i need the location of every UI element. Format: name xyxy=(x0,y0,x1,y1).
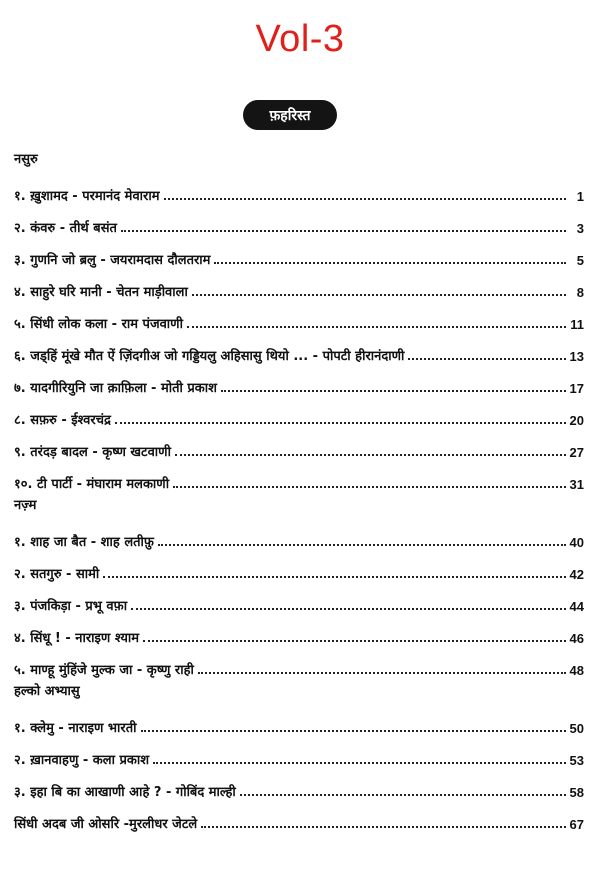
entry-page-number: 58 xyxy=(569,785,584,800)
dot-leader xyxy=(214,262,566,264)
toc-entry[interactable] xyxy=(14,268,584,300)
entry-title: ३. इहा बि का आखाणी आहे ? - गोबिंद माल्ही xyxy=(14,785,236,800)
section-heading: नसुरु xyxy=(14,152,38,167)
entry-title: सिंधी अदब जी ओसरि -मुरलीधर जेटले xyxy=(14,817,198,832)
dot-leader xyxy=(198,672,566,674)
entry-page-number: 67 xyxy=(569,817,584,832)
toc-entry[interactable] xyxy=(14,614,584,646)
toc-entry[interactable] xyxy=(14,428,584,460)
dot-leader xyxy=(121,230,566,232)
dot-leader xyxy=(141,730,566,732)
entry-title: ३. गुणनि जो ब्रलु - जयरामदास दौलतराम xyxy=(14,253,211,268)
entry-page-number: 5 xyxy=(576,253,584,268)
entry-page-number: 20 xyxy=(569,413,584,428)
entry-title: ७. यादगीरियुनि जा क़ाफ़िला - मोती प्रकाश xyxy=(14,381,217,396)
toc-entry[interactable] xyxy=(14,646,584,678)
section-heading: नज़्म xyxy=(14,498,37,513)
toc-entry[interactable] xyxy=(14,768,584,800)
dot-leader xyxy=(115,422,566,424)
dot-leader xyxy=(131,608,565,610)
toc-entry[interactable] xyxy=(14,582,584,614)
contents-heading-badge: फ़हरिस्त xyxy=(243,100,337,130)
toc-entry[interactable] xyxy=(14,736,584,768)
volume-title: Vol-3 xyxy=(255,18,345,60)
entry-page-number: 44 xyxy=(569,599,584,614)
entry-page-number: 50 xyxy=(569,721,584,736)
entry-title: ३. पंजकिड़ा - प्रभू वफ़ा xyxy=(14,599,128,614)
entry-title: ४. सिंधू ! - नाराइण श्याम xyxy=(14,631,140,646)
dot-leader xyxy=(164,198,566,200)
entry-page-number: 27 xyxy=(569,445,584,460)
entry-page-number: 1 xyxy=(576,189,584,204)
table-of-contents xyxy=(14,148,584,834)
entry-title: १. शाह जा बैत - शाह लतीफ़ु xyxy=(14,535,154,550)
toc-entry[interactable] xyxy=(14,704,584,736)
entry-page-number: 46 xyxy=(569,631,584,646)
entry-page-number: 40 xyxy=(569,535,584,550)
dot-leader xyxy=(240,794,566,796)
entry-title: १. क्लेमु - नाराइण भारती xyxy=(14,721,137,736)
toc-entry[interactable] xyxy=(14,550,584,582)
entry-title: ६. जड्हिं मूंखे मौत ऐं ज़िंदगीअ जो गड्डियलु अहिसासु थियो ... - पोपटी हीरानंदाणी xyxy=(14,349,405,364)
toc-entry[interactable] xyxy=(14,518,584,550)
entry-title: ४. साहुरे घरि मानी - चेतन माड़ीवाला xyxy=(14,285,188,300)
dot-leader xyxy=(175,454,566,456)
dot-leader xyxy=(173,486,565,488)
entry-title: २. सतगुरु - सामी xyxy=(14,567,100,582)
entry-title: ५. सिंधी लोक कला - राम पंजवाणी xyxy=(14,317,183,332)
entry-page-number: 42 xyxy=(569,567,584,582)
entry-title: १०. टी पार्टी - मंघाराम मलकाणी xyxy=(14,477,170,492)
dot-leader xyxy=(187,326,566,328)
entry-page-number: 17 xyxy=(569,381,584,396)
section-heading: हल्को अभ्यासु xyxy=(14,684,80,699)
toc-entry[interactable] xyxy=(14,364,584,396)
toc-entry[interactable] xyxy=(14,204,584,236)
toc-entry[interactable] xyxy=(14,300,584,332)
dot-leader xyxy=(153,762,565,764)
toc-entry[interactable] xyxy=(14,236,584,268)
entry-title: २. कंवरु - तीर्थ बसंत xyxy=(14,221,117,236)
entry-title: १. ख़ुशामद - परमानंद मेवाराम xyxy=(14,189,160,204)
dot-leader xyxy=(192,294,566,296)
dot-leader xyxy=(221,390,566,392)
entry-title: ९. तरंदड़ बादल - कृष्ण खटवाणी xyxy=(14,445,171,460)
toc-entry[interactable] xyxy=(14,396,584,428)
toc-entry[interactable] xyxy=(14,460,584,492)
entry-page-number: 48 xyxy=(569,663,584,678)
dot-leader xyxy=(158,544,566,546)
toc-entry[interactable] xyxy=(14,172,584,204)
dot-leader xyxy=(103,576,565,578)
entry-page-number: 8 xyxy=(576,285,584,300)
entry-title: २. ख़ानवाहणु - कला प्रकाश xyxy=(14,753,150,768)
dot-leader xyxy=(143,640,565,642)
entry-title: ५. माण्हू मुंहिंजे मुल्क जा - कृष्णु राही xyxy=(14,663,194,678)
dot-leader xyxy=(201,826,565,828)
entry-page-number: 3 xyxy=(576,221,584,236)
entry-page-number: 53 xyxy=(569,753,584,768)
toc-entry[interactable] xyxy=(14,332,584,364)
entry-page-number: 13 xyxy=(569,349,584,364)
toc-entry[interactable] xyxy=(14,800,584,832)
dot-leader xyxy=(408,358,565,360)
entry-page-number: 31 xyxy=(569,477,584,492)
entry-page-number: 11 xyxy=(570,317,584,332)
entry-title: ८. सफ़रु - ईश्वरचंद्र xyxy=(14,413,111,428)
